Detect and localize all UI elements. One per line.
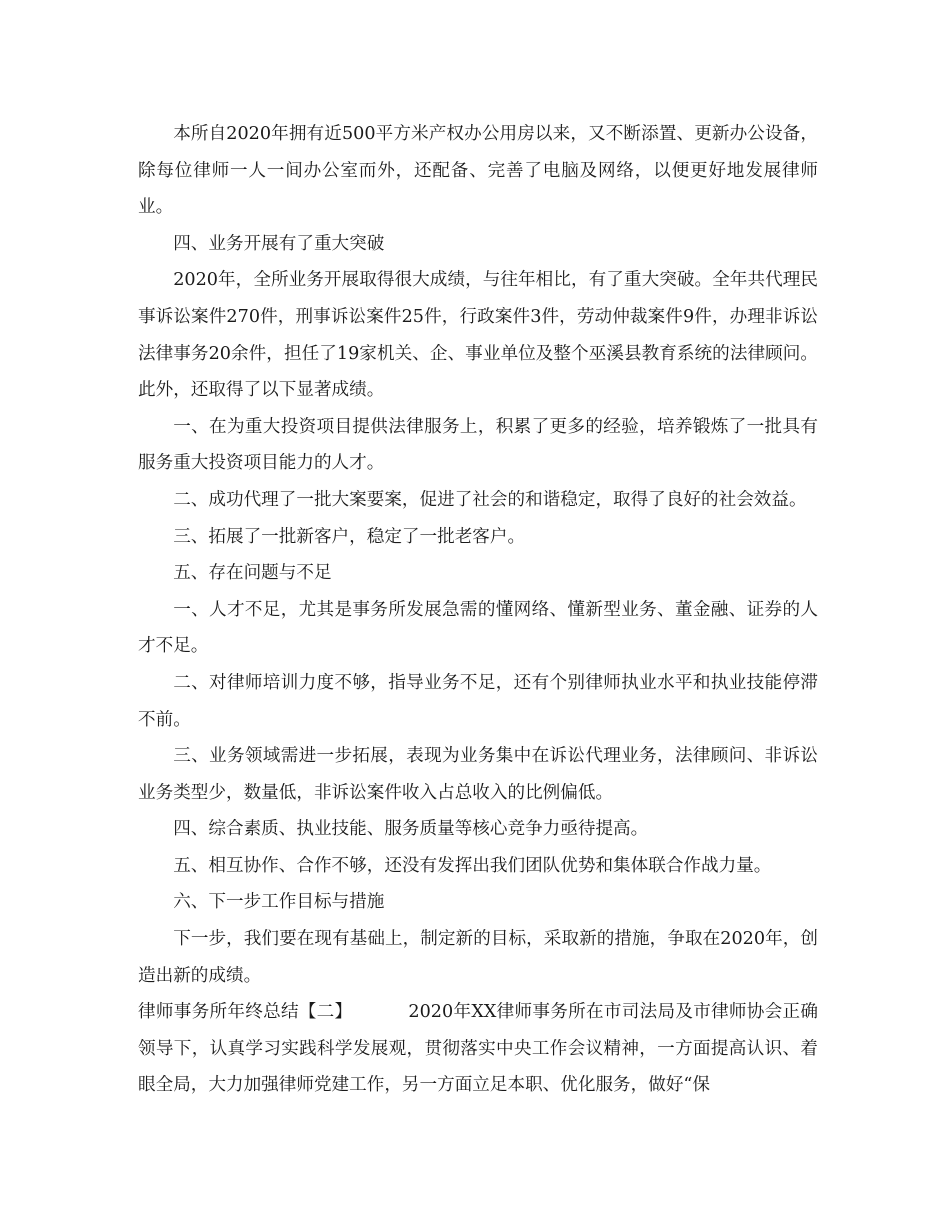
paragraph-problem-2: 二、对律师培训力度不够，指导业务不足，还有个别律师执业水平和执业技能停滞不前。: [138, 672, 818, 730]
section-two-text: 2020年XX律师事务所在市司法局及市律师协会正确领导下，认真学习实践科学发展观，贯彻落实中央工作会议精神，一方面提高认识、着眼全局，大力加强律师党建工作，另一方面立足本职、优化服务，做好“保: [138, 1002, 818, 1096]
paragraph-achievement-2: 二、成功代理了一批大案要案，促进了社会的和谐稳定，取得了良好的社会效益。: [173, 489, 807, 510]
paragraph-next-steps: 下一步，我们要在现有基础上，制定新的目标，采取新的措施，争取在2020年，创造出新的成绩。: [138, 929, 818, 986]
paragraph-achievement-1: 一、在为重大投资项目提供法律服务上，积累了更多的经验，培养锻炼了一批具有服务重大投资项目能力的人才。: [138, 416, 818, 474]
paragraph-office: 本所自2020年拥有近500平方米产权办公用房以来，又不断添置、更新办公设备，除每位律师一人一间办公室而外，还配备、完善了电脑及网络，以便更好地发展律师业。: [138, 124, 818, 218]
paragraph-achievement-3: 三、拓展了一批新客户，稳定了一批老客户。: [173, 526, 526, 547]
section-two: [138, 994, 818, 1104]
paragraph-problem-4: 四、综合素质、执业技能、服务质量等核心竞争力亟待提高。: [173, 819, 649, 840]
heading-business-breakthrough: 四、业务开展有了重大突破: [173, 233, 385, 254]
section-two-title: 律师事务所年终总结【二】: [138, 1002, 353, 1023]
paragraph-problem-5: 五、相互协作、合作不够，还没有发挥出我们团队优势和集体联合作战力量。: [173, 855, 772, 876]
paragraph-problem-1: 一、人才不足，尤其是事务所发展急需的懂网络、懂新型业务、董金融、证券的人才不足。: [138, 599, 818, 657]
paragraph-problem-3: 三、业务领域需进一步拓展，表现为业务集中在诉讼代理业务，法律顾问、非诉讼业务类型少，数量低，非诉讼案件收入占总收入的比例偏低。: [138, 746, 818, 803]
heading-problems: 五、存在问题与不足: [173, 563, 332, 584]
paragraph-business: 2020年，全所业务开展取得很大成绩，与往年相比，有了重大突破。全年共代理民事诉讼案件270件，刑事诉讼案件25件，行政案件3件，劳动仲裁案件9件，办理非诉讼法律事务20余件，担任了19家机关、企、事业单位及整个巫溪县教育系统的法律顾问。此外，还取得了以下显著成绩。: [138, 270, 818, 401]
document-body: [138, 116, 818, 1104]
heading-next-steps: 六、下一步工作目标与措施: [173, 892, 385, 913]
